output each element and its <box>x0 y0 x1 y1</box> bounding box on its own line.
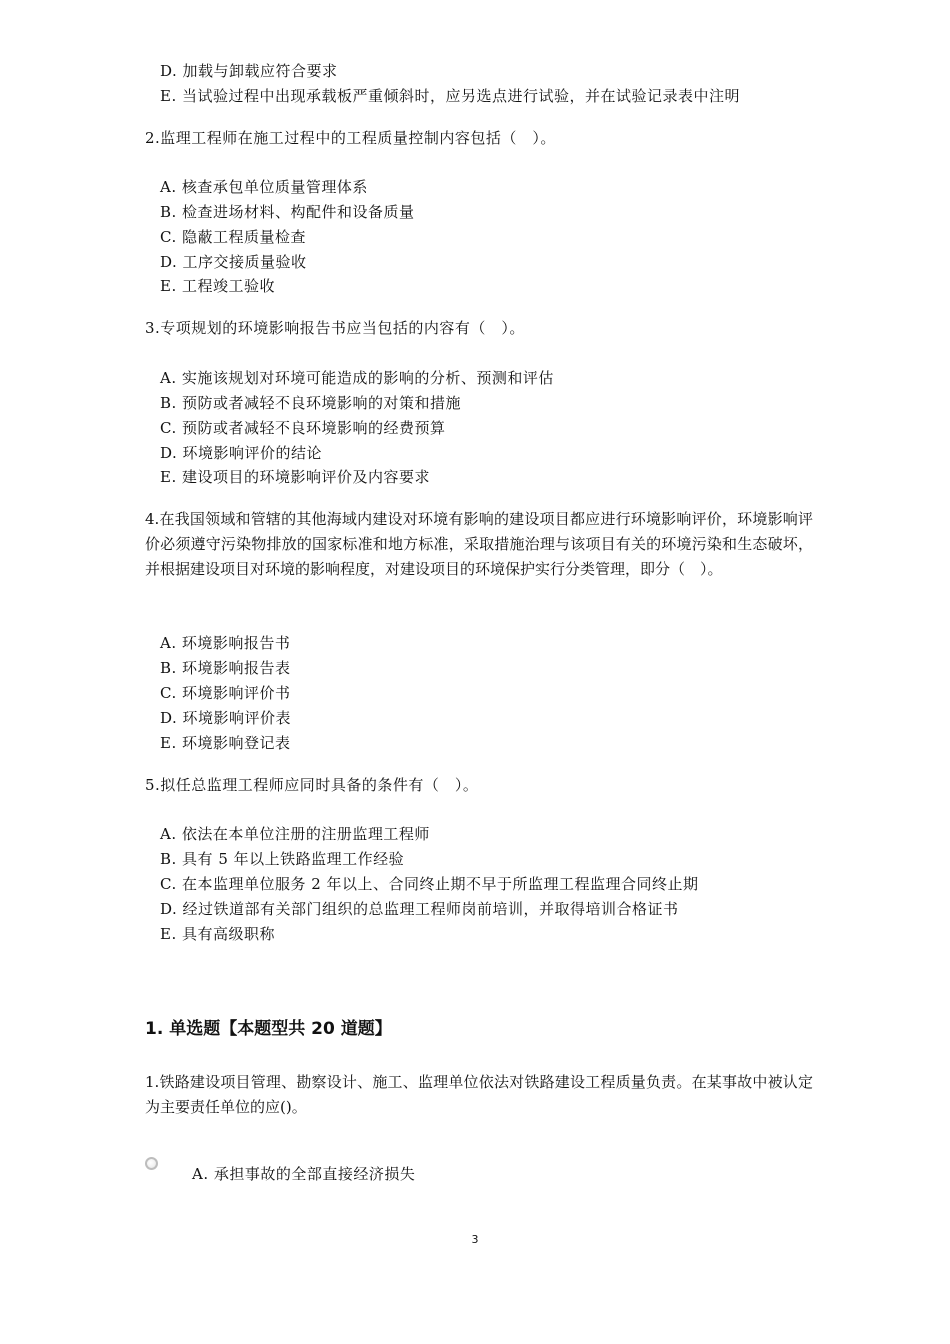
option-d: D. 环境影响评价的结论 <box>160 444 323 462</box>
option-d: D. 工序交接质量验收 <box>160 253 307 271</box>
question-stem: 4.在我国领域和管辖的其他海域内建设对环境有影响的建设项目都应进行环境影响评价，环境影响评价必须遵守污染物排放的国家标准和地方标准，采取措施治理与该项目有关的环境污染和生态破坏，并根据建设项目对环境的影响程度，对建设项目的环境保护实行分类管理，即分（ ）。 <box>145 510 813 578</box>
option-d: D. 环境影响评价表 <box>160 709 292 727</box>
option-c: C. 隐蔽工程质量检查 <box>160 228 306 246</box>
option-b: B. 预防或者减轻不良环境影响的对策和措施 <box>160 394 462 412</box>
option-c: C. 预防或者减轻不良环境影响的经费预算 <box>160 419 446 437</box>
option-a: A. 环境影响报告书 <box>160 634 291 652</box>
radio-button[interactable] <box>145 1157 158 1170</box>
option-e: E. 具有高级职称 <box>160 925 275 943</box>
question-stem: 3.专项规划的环境影响报告书应当包括的内容有（ ）。 <box>145 319 525 337</box>
option-a: A. 核查承包单位质量管理体系 <box>160 178 368 196</box>
option-b: B. 环境影响报告表 <box>160 659 291 677</box>
option-a: A. 承担事故的全部直接经济损失 <box>192 1165 416 1183</box>
option-c: C. 环境影响评价书 <box>160 684 291 702</box>
option-e: E. 当试验过程中出现承载板严重倾斜时，应另选点进行试验，并在试验记录表中注明 <box>160 87 740 105</box>
question-stem: 2.监理工程师在施工过程中的工程质量控制内容包括（ ）。 <box>145 129 556 147</box>
page-number: 3 <box>471 1233 479 1246</box>
option-a: A. 依法在本单位注册的注册监理工程师 <box>160 825 430 843</box>
option-e: E. 建设项目的环境影响评价及内容要求 <box>160 468 430 486</box>
option-b: B. 检查进场材料、构配件和设备质量 <box>160 203 415 221</box>
option-e: E. 工程竣工验收 <box>160 277 275 295</box>
option-c: C. 在本监理单位服务 2 年以上、合同终止期不早于所监理工程监理合同终止期 <box>160 875 699 893</box>
option-d: D. 经过铁道部有关部门组织的总监理工程师岗前培训，并取得培训合格证书 <box>160 900 679 918</box>
section-heading: 1. 单选题【本题型共 20 道题】 <box>145 1019 392 1039</box>
option-d: D. 加载与卸载应符合要求 <box>160 62 338 80</box>
question-stem: 5.拟任总监理工程师应同时具备的条件有（ ）。 <box>145 776 479 794</box>
option-b: B. 具有 5 年以上铁路监理工作经验 <box>160 850 405 868</box>
question-stem: 1.铁路建设项目管理、勘察设计、施工、监理单位依法对铁路建设工程质量负责。在某事故中被认定为主要责任单位的应()。 <box>145 1073 813 1116</box>
option-e: E. 环境影响登记表 <box>160 734 291 752</box>
option-a: A. 实施该规划对环境可能造成的影响的分析、预测和评估 <box>160 369 554 387</box>
